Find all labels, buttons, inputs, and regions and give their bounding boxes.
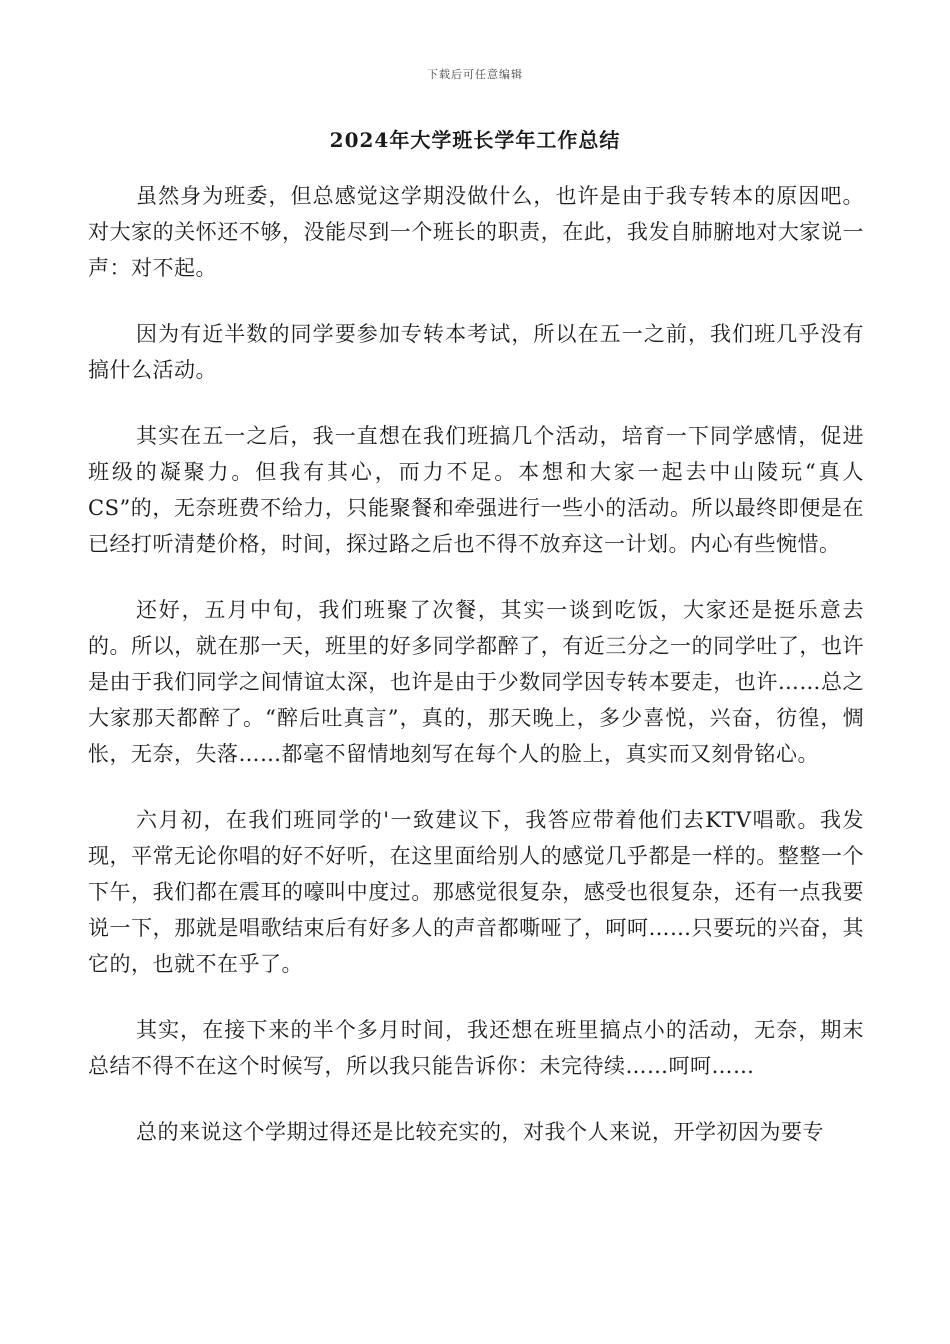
paragraph-2: 因为有近半数的同学要参加专转本考试，所以在五一之前，我们班几乎没有搞什么活动。	[88, 322, 864, 382]
document-title: 2024年大学班长学年工作总结	[329, 128, 621, 152]
paragraph-7: 总的来说这个学期过得还是比较充实的，对我个人来说，开学初因为要专	[136, 1120, 824, 1144]
paragraph-4: 还好，五月中旬，我们班聚了次餐，其实一谈到吃饭，大家还是挺乐意去的。所以，就在那一天，班里的好多同学都醉了，有近三分之一的同学吐了，也许是由于我们同学之间情谊太深，也许是由于少数同学因专转本要走，也许……总之大家那天都醉了。“醉后吐真言”，真的，那天晚上，多少喜悦，兴奋，彷徨，惆怅，无奈，失落……都毫不留情地刻写在每个人的脸上，真实而又刻骨铭心。	[88, 598, 864, 766]
header-note: 下载后可任意编辑	[427, 68, 523, 81]
paragraph-3: 其实在五一之后，我一直想在我们班搞几个活动，培育一下同学感情，促进班级的凝聚力。但我有其心，而力不足。本想和大家一起去中山陵玩“真人CS”的，无奈班费不给力，只能聚餐和牵强进行一些小的活动。所以最终即便是在已经打听清楚价格，时间，探过路之后也不得不放弃这一计划。内心有些惋惜。	[88, 424, 864, 556]
paragraph-6: 其实，在接下来的半个多月时间，我还想在班里搞点小的活动，无奈，期末总结不得不在这个时候写，所以我只能告诉你：未完待续……呵呵……	[88, 1018, 864, 1078]
paragraph-1: 虽然身为班委，但总感觉这学期没做什么，也许是由于我专转本的原因吧。对大家的关怀还不够，没能尽到一个班长的职责，在此，我发自肺腑地对大家说一声：对不起。	[88, 184, 864, 280]
document-body	[88, 178, 864, 1180]
paragraph-5: 六月初，在我们班同学的'一致建议下，我答应带着他们去KTV唱歌。我发现，平常无论你唱的好不好听，在这里面给别人的感觉几乎都是一样的。整整一个下午，我们都在震耳的嚎叫中度过。那感觉很复杂，感受也很复杂，还有一点我要说一下，那就是唱歌结束后有好多人的声音都嘶哑了，呵呵……只要玩的兴奋，其它的，也就不在乎了。	[88, 808, 864, 976]
